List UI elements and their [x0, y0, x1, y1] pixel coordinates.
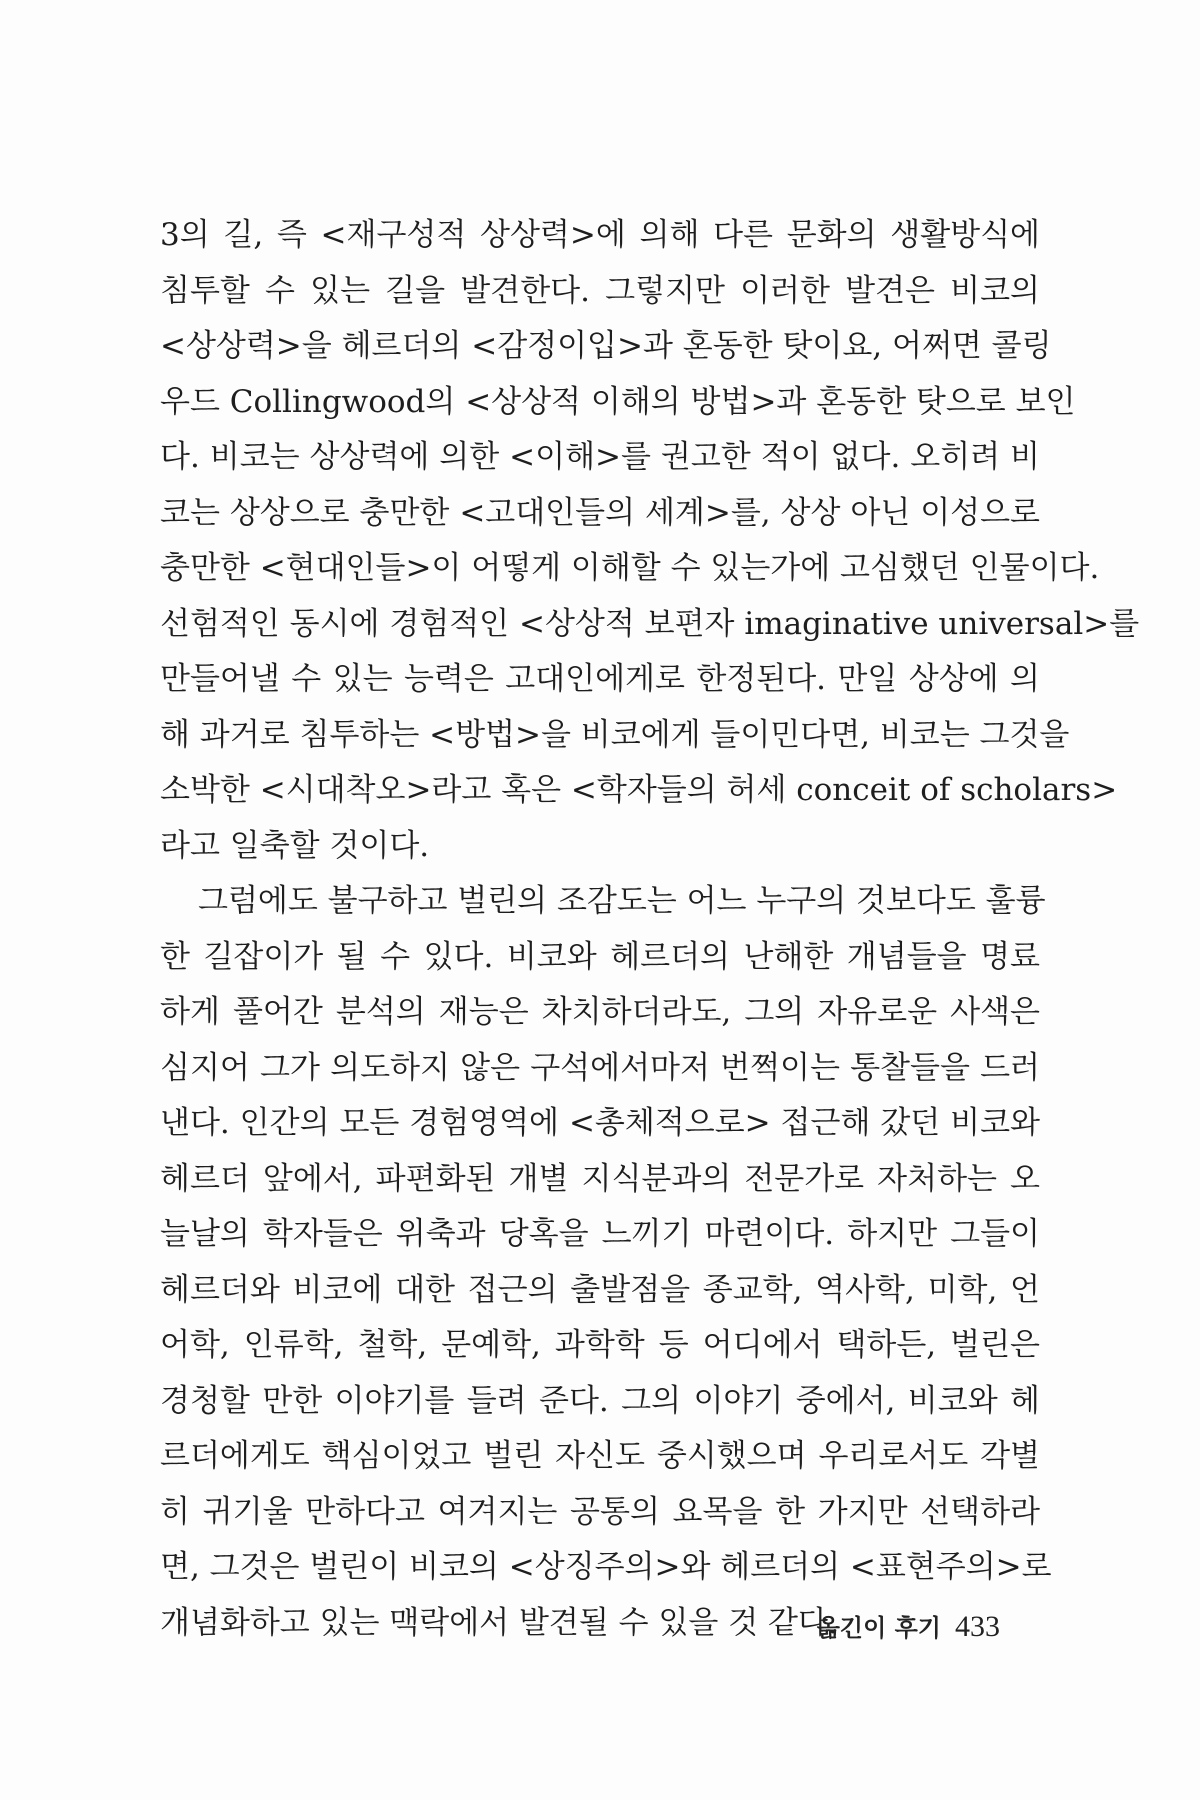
text-line: 심지어 그가 의도하지 않은 구석에서마저 번쩍이는 통찰들을 드러	[160, 1049, 1040, 1086]
text-line: 개념화하고 있는 맥락에서 발견될 수 있을 것 같다.	[160, 1604, 838, 1641]
text-line: 우드 Collingwood의 <상상적 이해의 방법>과 혼동한 탓으로 보인	[160, 383, 1076, 420]
paragraph-1	[160, 208, 1140, 874]
text-line: 소박한 <시대착오>라고 혹은 <학자들의 허세 conceit of scholars>	[160, 772, 1118, 808]
text-line: 헤르더 앞에서, 파편화된 개별 지식분과의 전문가로 자처하는 오	[160, 1160, 1040, 1197]
text-line: 하게 풀어간 분석의 재능은 차치하더라도, 그의 자유로운 사색은	[160, 994, 1040, 1030]
paragraph-2	[160, 874, 1052, 1651]
text-line: 르더에게도 핵심이었고 벌린 자신도 중시했으며 우리로서도 각별	[160, 1438, 1040, 1474]
text-line: 침투할 수 있는 길을 발견한다. 그렇지만 이러한 발견은 비코의	[160, 272, 1040, 309]
body-text	[160, 208, 1140, 1651]
page-footer	[817, 1608, 1000, 1644]
text-line: 면, 그것은 벌린이 비코의 <상징주의>와 헤르더의 <표현주의>로	[160, 1549, 1052, 1585]
text-line: 3의 길, 즉 <재구성적 상상력>에 의해 다른 문화의 생활방식에	[160, 217, 1040, 253]
running-footer-title: 옮긴이 후기	[816, 1614, 941, 1642]
text-line: 경청할 만한 이야기를 들려 준다. 그의 이야기 중에서, 비코와 헤	[160, 1382, 1040, 1419]
text-line: 늘날의 학자들은 위축과 당혹을 느끼기 마련이다. 하지만 그들이	[160, 1216, 1040, 1252]
text-line: <상상력>을 헤르더의 <감정이입>과 혼동한 탓이요, 어쩌면 콜링	[160, 328, 1052, 364]
text-line: 해 과거로 침투하는 <방법>을 비코에게 들이민다면, 비코는 그것을	[160, 716, 1070, 753]
text-line: 히 귀기울 만하다고 여겨지는 공통의 요목을 한 가지만 선택하라	[160, 1493, 1040, 1530]
text-line: 다. 비코는 상상력에 의한 <이해>를 권고한 적이 없다. 오히려 비	[160, 439, 1040, 475]
text-line: 어학, 인류학, 철학, 문예학, 과학학 등 어디에서 택하든, 벌린은	[160, 1327, 1040, 1363]
text-line: 라고 일축할 것이다.	[160, 827, 430, 864]
text-line: 낸다. 인간의 모든 경험영역에 <총체적으로> 접근해 갔던 비코와	[160, 1105, 1040, 1141]
text-line: 코는 상상으로 충만한 <고대인들의 세계>를, 상상 아닌 이성으로	[160, 494, 1040, 531]
text-line: 만들어낼 수 있는 능력은 고대인에게로 한정된다. 만일 상상에 의	[160, 661, 1040, 697]
text-line: 충만한 <현대인들>이 어떻게 이해할 수 있는가에 고심했던 인물이다.	[160, 550, 1100, 586]
text-line: 그럼에도 불구하고 벌린의 조감도는 어느 누구의 것보다도 훌륭	[198, 883, 1046, 919]
text-line: 선험적인 동시에 경험적인 <상상적 보편자 imaginative universal>를	[160, 605, 1140, 642]
text-line: 헤르더와 비코에 대한 접근의 출발점을 종교학, 역사학, 미학, 언	[160, 1271, 1040, 1308]
text-line: 한 길잡이가 될 수 있다. 비코와 헤르더의 난해한 개념들을 명료	[160, 938, 1040, 975]
page-number: 433	[955, 1610, 1000, 1643]
